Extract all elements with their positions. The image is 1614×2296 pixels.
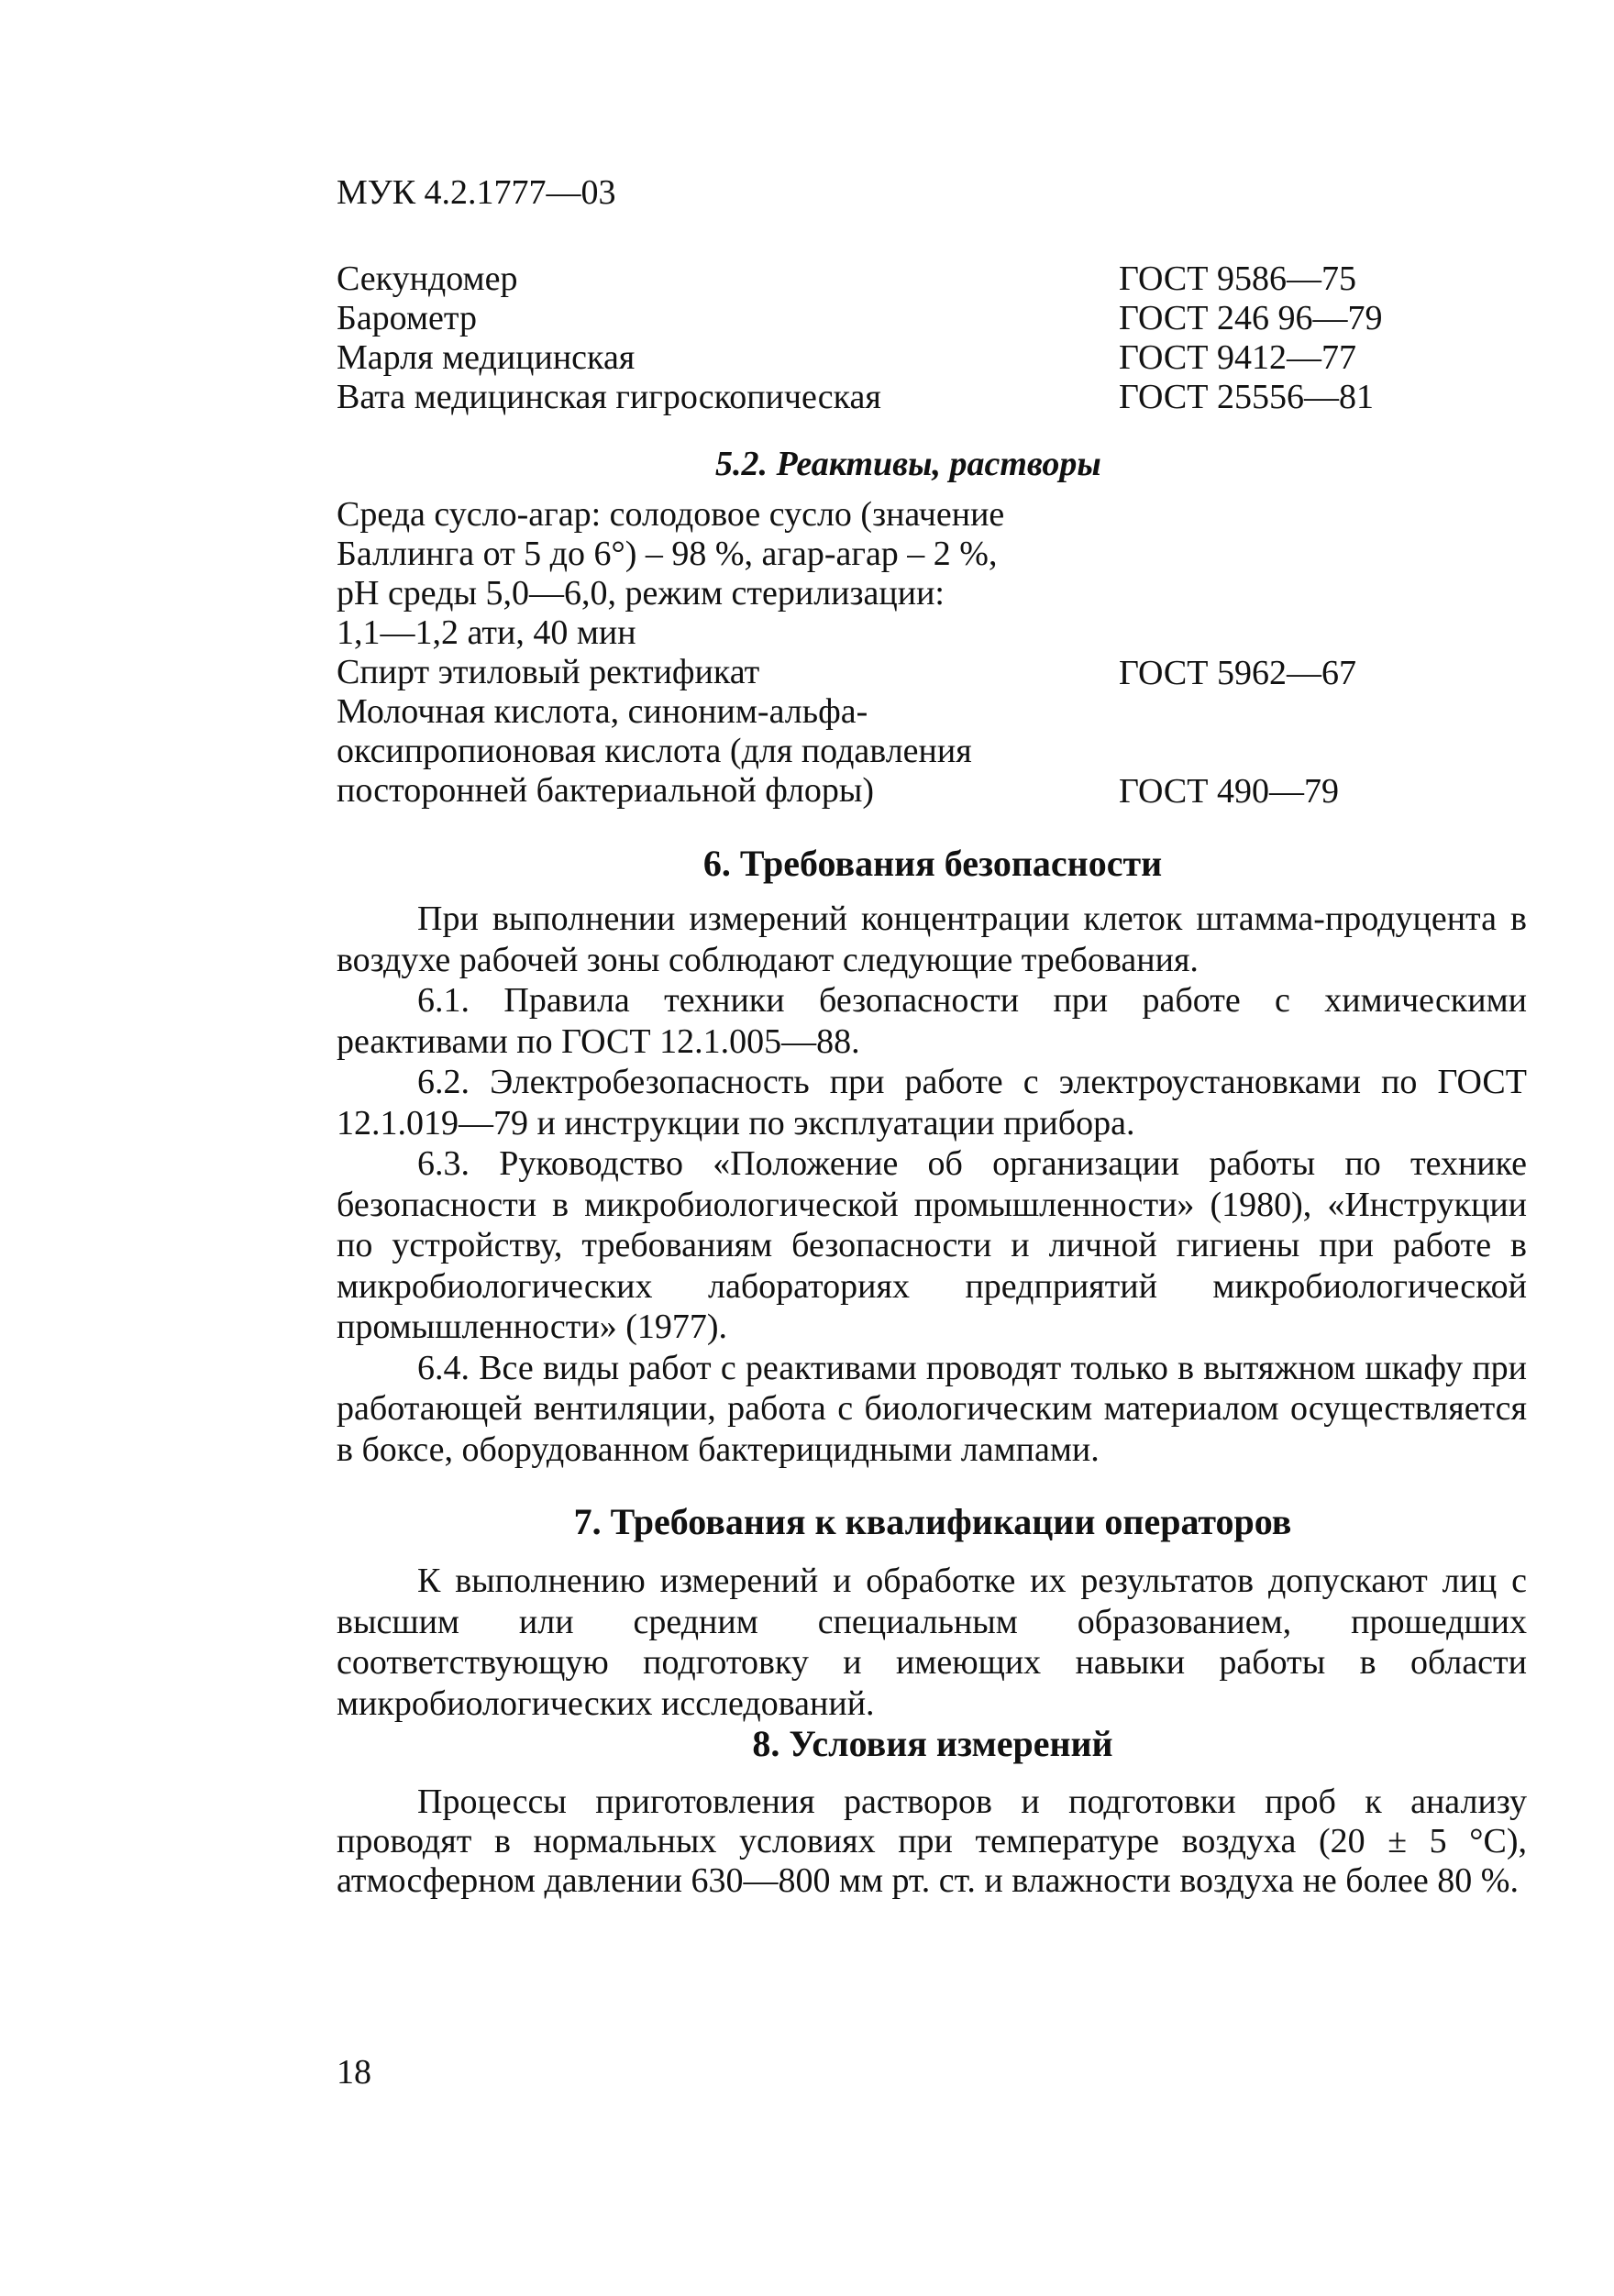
equipment-row <box>337 298 1437 340</box>
reagent-line: 1,1—1,2 ати, 40 мин <box>337 613 636 652</box>
reagent-gost: ГОСТ 490—79 <box>1119 772 1339 811</box>
section-body <box>337 899 1527 1470</box>
equipment-gost: ГОСТ 9586—75 <box>1119 259 1356 298</box>
reagent-line: Молочная кислота, синоним-альфа- <box>337 692 868 731</box>
paragraph: 6.1. Правила техники безопасности при работе с химическими реактивами по ГОСТ 12.1.005—88. <box>337 981 1527 1061</box>
equipment-name: Марля медицинская <box>337 338 636 377</box>
equipment-row <box>337 259 1437 301</box>
reagent-line: Среда сусло-агар: солодовое сусло (значение <box>337 495 1005 534</box>
reagent-line: оксипропионовая кислота (для подавления <box>337 732 972 770</box>
equipment-name: Вата медицинская гигроскопическая <box>337 378 881 416</box>
paragraph: Процессы приготовления растворов и подготовки проб к анализу проводят в нормальных условиях при температуре воздуха (20 ± 5 °С), атмосферном давлении 630—800 мм рт. ст. и влажности воздуха не более 80 %. <box>337 1783 1527 1900</box>
reagent-line: pH среды 5,0—6,0, режим стерилизации: <box>337 574 945 613</box>
paragraph: 6.2. Электробезопасность при работе с электроустановками по ГОСТ 12.1.019—79 и инструкции по эксплуатации прибора. <box>337 1063 1527 1142</box>
reagent-line: Баллинга от 5 до 6°) – 98 %, агар-агар – 2 %, <box>337 535 998 573</box>
document-header: МУК 4.2.1777—03 <box>337 173 616 212</box>
reagent-line: посторонней бактериальной флоры) <box>337 771 875 810</box>
equipment-name: Секундомер <box>337 259 518 298</box>
section-body <box>337 1561 1527 1724</box>
equipment-row <box>337 377 1437 419</box>
paragraph: К выполнению измерений и обработке их результатов допускают лиц с высшим или средним специальным образованием, прошедших соответствующую подготовку и имеющих навыки работы в области микробиологических исследований. <box>337 1562 1527 1723</box>
reagent-gost: ГОСТ 5962—67 <box>1119 654 1356 692</box>
equipment-row <box>337 337 1437 380</box>
section-body <box>337 1783 1527 1901</box>
section-title: 8. Условия измерений <box>752 1723 1113 1764</box>
paragraph: 6.4. Все виды работ с реактивами проводят только в вытяжном шкафу при работающей вентиляции, работа с биологическим материалом осуществляется в боксе, оборудованном бактерицидными лампами. <box>337 1348 1527 1469</box>
equipment-name: Барометр <box>337 299 477 337</box>
paragraph: 6.3. Руководство «Положение об организации работы по технике безопасности в микробиологической промышленности» (1980), «Инструкции по устройству, требованиям безопасности и личной гигиены при работе в микробиологических лабораториях предприятий микробиологической промышленности» (1977). <box>337 1144 1527 1346</box>
equipment-gost: ГОСТ 9412—77 <box>1119 338 1356 377</box>
equipment-gost: ГОСТ 25556—81 <box>1119 378 1374 416</box>
reagent-medium <box>337 495 1089 811</box>
equipment-gost: ГОСТ 246 96—79 <box>1119 299 1383 337</box>
section-title: 7. Требования к квалификации операторов <box>573 1501 1292 1542</box>
section-title: 6. Требования безопасности <box>702 843 1163 884</box>
reagent-line: Спирт этиловый ректификат <box>337 653 760 691</box>
subsection-title: 5.2. Реактивы, растворы <box>715 445 1101 483</box>
paragraph: При выполнении измерений концентрации клеток штамма-продуцента в воздухе рабочей зоны соблюдают следующие требования. <box>337 900 1527 979</box>
page-number: 18 <box>337 2053 371 2092</box>
